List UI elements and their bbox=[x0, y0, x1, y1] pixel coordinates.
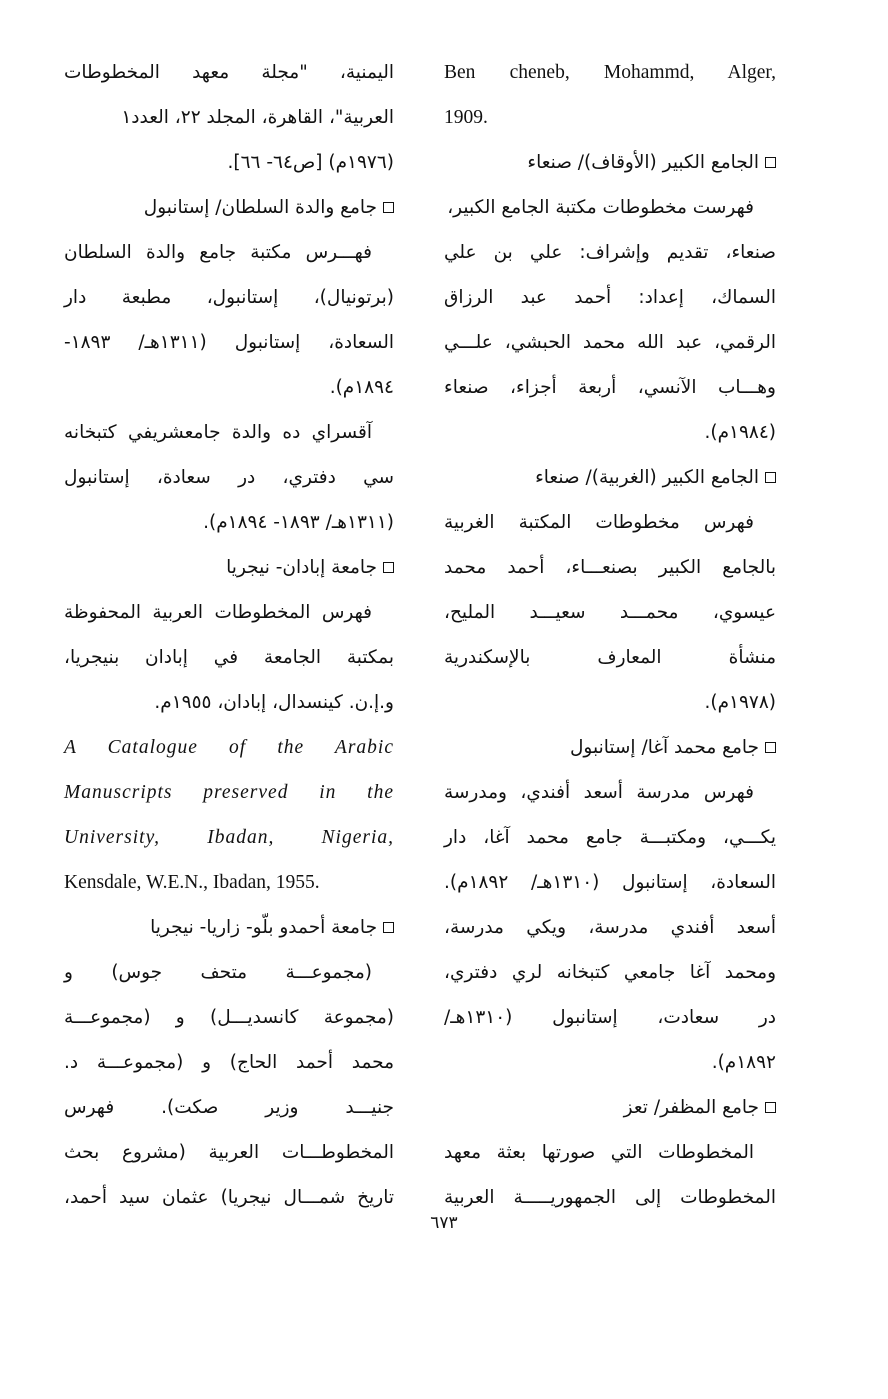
text-line: سي دفتري، در سعادة، إستانبول bbox=[64, 467, 394, 488]
entry-heading bbox=[444, 140, 776, 185]
latin-text-line: Kensdale, W.E.N., Ibadan, 1955. bbox=[64, 872, 320, 893]
text-line: (١٩٧٨م). bbox=[704, 692, 776, 713]
entry-heading bbox=[64, 905, 394, 950]
text-line: السعادة، إستانبول (١٣١١هـ/ ١٨٩٣- bbox=[64, 332, 394, 353]
entry-heading-text: الجامع الكبير (الغربية)/ صنعاء bbox=[535, 467, 759, 488]
checkbox-square-icon bbox=[383, 202, 394, 213]
text-line: در سعادت، إستانبول (١٣١٠هـ/ bbox=[444, 1007, 776, 1028]
latin-title-line: University, Ibadan, Nigeria, bbox=[64, 827, 394, 848]
checkbox-square-icon bbox=[765, 1102, 776, 1113]
page-number: ٦٧٣ bbox=[430, 1213, 458, 1233]
entry-heading-text: جامعة أحمدو بلّو- زاريا- نيجريا bbox=[150, 917, 377, 938]
text-line: تاريخ شمـــال نيجريا) عثمان سيد أحمد، bbox=[64, 1187, 394, 1208]
text-line: (مجموعة كانسديـــل) و (مجموعـــة bbox=[64, 1007, 394, 1028]
checkbox-square-icon bbox=[765, 472, 776, 483]
text-line: (برتونيال)، إستانبول، مطبعة دار bbox=[64, 287, 394, 308]
left-column bbox=[64, 50, 394, 1220]
checkbox-square-icon bbox=[383, 922, 394, 933]
text-line: فهرس مدرسة أسعد أفندي، ومدرسة bbox=[444, 782, 754, 803]
entry-heading-text: جامع المظفر/ تعز bbox=[623, 1097, 759, 1118]
entry-heading bbox=[64, 185, 394, 230]
entry-heading-text: جامع محمد آغا/ إستانبول bbox=[569, 737, 759, 758]
text-line: (١٩٧٦م) [ص٦٤- ٦٦]. bbox=[227, 152, 394, 173]
latin-title-line: A Catalogue of the Arabic bbox=[64, 737, 394, 758]
checkbox-square-icon bbox=[765, 157, 776, 168]
text-line: جنيـــد وزير صكت). فهرس bbox=[64, 1097, 394, 1118]
text-line: (مجموعـــة متحف جوس) و bbox=[64, 962, 372, 983]
text-line: المخطوطات إلى الجمهوريـــــة العربية bbox=[444, 1187, 776, 1208]
text-line: (١٣١١هـ/ ١٨٩٣- ١٨٩٤م). bbox=[203, 512, 394, 533]
text-line: آقسراي ده والدة جامعشريفي كتبخانه bbox=[64, 422, 372, 443]
text-line: المخطوطـــات العربية (مشروع بحث bbox=[64, 1142, 394, 1163]
entry-heading bbox=[64, 545, 394, 590]
text-line: (١٩٨٤م). bbox=[704, 422, 776, 443]
entry-heading-text: جامع والدة السلطان/ إستانبول bbox=[143, 197, 377, 218]
text-line: بالجامع الكبير بصنعـــاء، أحمد محمد bbox=[444, 557, 776, 578]
text-line: ١٨٩٤م). bbox=[329, 377, 394, 398]
latin-title-line: Manuscripts preserved in the bbox=[64, 782, 394, 803]
text-line: فهرس مخطوطات المكتبة الغربية bbox=[444, 512, 754, 533]
text-line: الرقمي، عبد الله محمد الحبشي، علـــي bbox=[444, 332, 776, 353]
text-line: ومحمد آغا جامعي كتبخانه لري دفتري، bbox=[444, 962, 776, 983]
entry-heading bbox=[444, 455, 776, 500]
entry-heading bbox=[444, 1085, 776, 1130]
text-line: بمكتبة الجامعة في إبادان بنيجريا، bbox=[64, 647, 394, 668]
entry-heading bbox=[444, 725, 776, 770]
text-line: السماك، إعداد: أحمد عبد الرزاق bbox=[444, 287, 776, 308]
right-column bbox=[444, 50, 776, 1220]
text-line: اليمنية، "مجلة معهد المخطوطات bbox=[64, 62, 394, 83]
text-line: فهرس المخطوطات العربية المحفوظة bbox=[64, 602, 372, 623]
text-line: السعادة، إستانبول (١٣١٠هـ/ ١٨٩٢م). bbox=[444, 872, 777, 893]
text-line: العربية"، القاهرة، المجلد ٢٢، العدد١ bbox=[121, 107, 394, 128]
latin-text-line: 1909. bbox=[444, 107, 488, 128]
latin-text-line: Ben cheneb, Mohammd, Alger, bbox=[444, 62, 776, 83]
text-line: ١٨٩٢م). bbox=[711, 1052, 776, 1073]
text-line: وهـــاب الآنسي، أربعة أجزاء، صنعاء bbox=[444, 377, 776, 398]
text-line: و.إ.ن. كينسدال، إبادان، ١٩٥٥م. bbox=[154, 692, 394, 713]
entry-heading-text: الجامع الكبير (الأوقاف)/ صنعاء bbox=[527, 152, 759, 173]
text-line: منشأة المعارف بالإسكندرية bbox=[444, 647, 776, 668]
text-line: أسعد أفندي مدرسة، ويكي مدرسة، bbox=[444, 917, 776, 938]
text-line: يكـــي، ومكتبـــة جامع محمد آغا، دار bbox=[444, 827, 776, 848]
entry-heading-text: جامعة إبادان- نيجريا bbox=[226, 557, 377, 578]
checkbox-square-icon bbox=[765, 742, 776, 753]
text-line: فهرست مخطوطات مكتبة الجامع الكبير، bbox=[447, 197, 754, 218]
text-line: عيسوي، محمـــد سعيـــد المليح، bbox=[444, 602, 776, 623]
checkbox-square-icon bbox=[383, 562, 394, 573]
text-line: صنعاء، تقديم وإشراف: علي بن علي bbox=[444, 242, 776, 263]
text-line: فهـــرس مكتبة جامع والدة السلطان bbox=[64, 242, 372, 263]
text-line: المخطوطات التي صورتها بعثة معهد bbox=[444, 1142, 754, 1163]
text-line: محمد أحمد الحاج) و (مجموعـــة د. bbox=[64, 1052, 394, 1073]
